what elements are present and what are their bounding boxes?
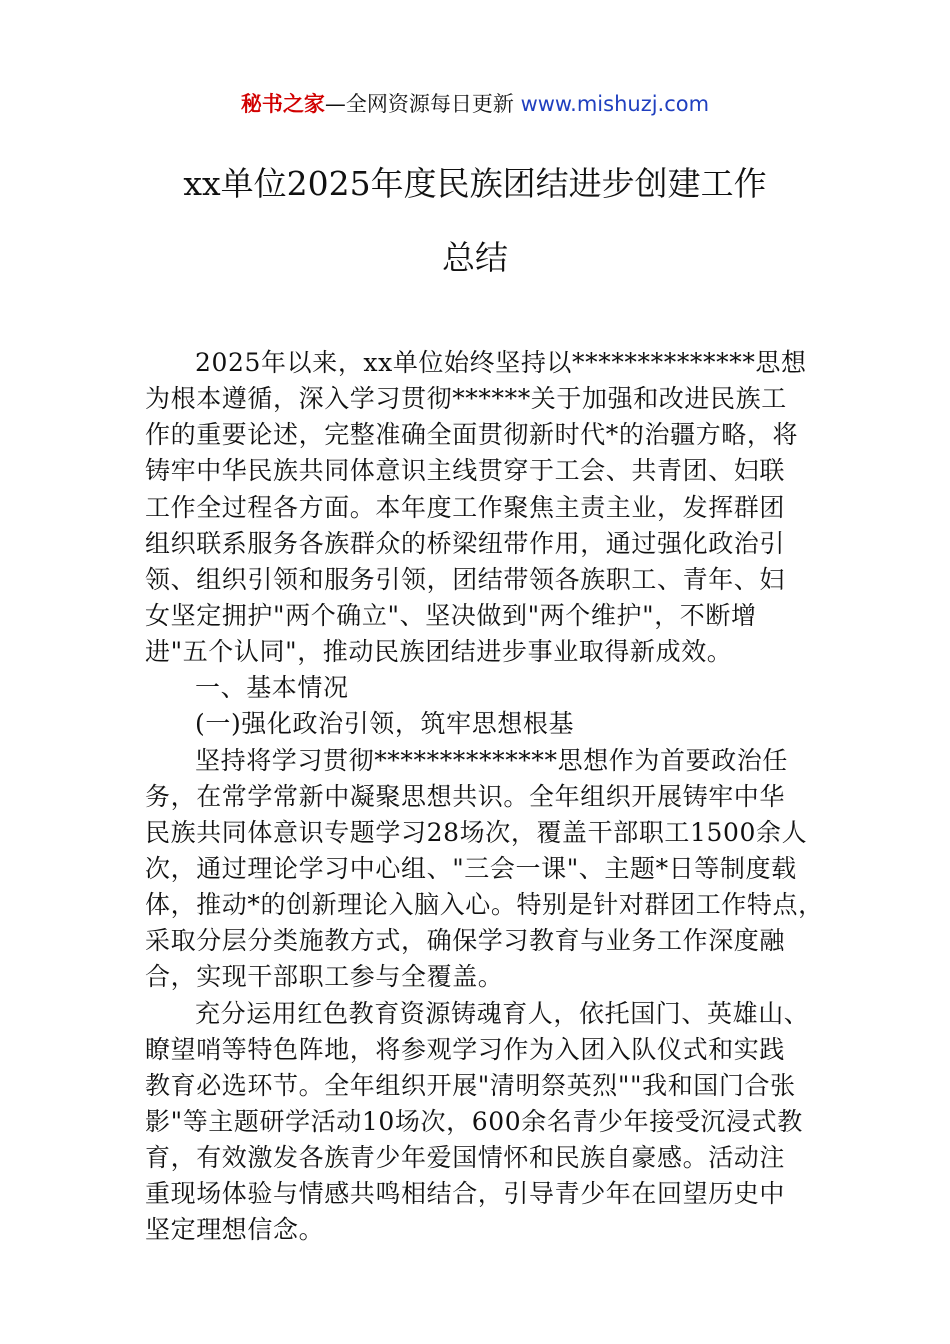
body-line: 影"等主题研学活动10场次，600余名青少年接受沉浸式教 (145, 1106, 803, 1136)
body-line: 育，有效激发各族青少年爱国情怀和民族自豪感。活动注 (145, 1143, 786, 1173)
body-line: 坚定理想信念。 (145, 1215, 325, 1245)
document-body (145, 345, 824, 1249)
body-line: 2025年以来，xx单位始终坚持以**************思想 (195, 348, 807, 377)
body-line: 民族共同体意识专题学习28场次，覆盖干部职工1500余人 (145, 817, 808, 847)
site-tagline: —全网资源每日更新 (324, 92, 521, 116)
body-line: 坚持将学习贯彻**************思想作为首要政治任 (195, 745, 789, 775)
body-line: 教育必选环节。全年组织开展"清明祭英烈""我和国门合张 (145, 1070, 796, 1100)
body-line: 充分运用红色教育资源铸魂育人，依托国门、英雄山、 (195, 998, 810, 1028)
site-url-link[interactable]: www.mishuzj.com (520, 92, 710, 116)
body-line: 进"五个认同"，推动民族团结进步事业取得新成效。 (145, 637, 733, 667)
body-line: 为根本遵循，深入学习贯彻******关于加强和改进民族工 (145, 384, 787, 414)
body-line: 工作全过程各方面。本年度工作聚焦主责主业，发挥群团 (145, 492, 786, 522)
body-line: 女坚定拥护"两个确立"、坚决做到"两个维护"，不断增 (145, 600, 757, 630)
body-line: 重现场体验与情感共鸣相结合，引导青少年在回望历史中 (145, 1179, 786, 1209)
body-line: 铸牢中华民族共同体意识主线贯穿于工会、共青团、妇联 (145, 456, 786, 486)
site-banner (0, 86, 950, 122)
body-line: 领、组织引领和服务引领，团结带领各族职工、青年、妇 (145, 564, 786, 594)
body-line: 务，在常学常新中凝聚思想共识。全年组织开展铸牢中华 (145, 781, 786, 811)
body-line: 作的重要论述，完整准确全面贯彻新时代*的治疆方略，将 (145, 420, 799, 450)
body-line: 采取分层分类施教方式，确保学习教育与业务工作深度融 (145, 926, 786, 956)
body-line: 次，通过理论学习中心组、"三会一课"、主题*日等制度载 (145, 853, 797, 883)
body-line: 瞭望哨等特色阵地，将参观学习作为入团入队仪式和实践 (145, 1034, 786, 1064)
body-line: 合，实现干部职工参与全覆盖。 (145, 962, 504, 992)
title-line-1: xx单位2025年度民族团结进步创建工作 (183, 164, 767, 203)
body-line: 组织联系服务各族群众的桥梁纽带作用，通过强化政治引 (145, 528, 786, 558)
section-heading: 一、基本情况 (195, 673, 349, 703)
document-title (145, 162, 805, 280)
title-line-2: 总结 (442, 238, 508, 277)
site-name: 秘书之家 (240, 92, 325, 116)
subsection-heading: (一)强化政治引领，筑牢思想根基 (195, 709, 575, 739)
body-line: 体，推动*的创新理论入脑入心。特别是针对群团工作特点， (145, 890, 824, 920)
